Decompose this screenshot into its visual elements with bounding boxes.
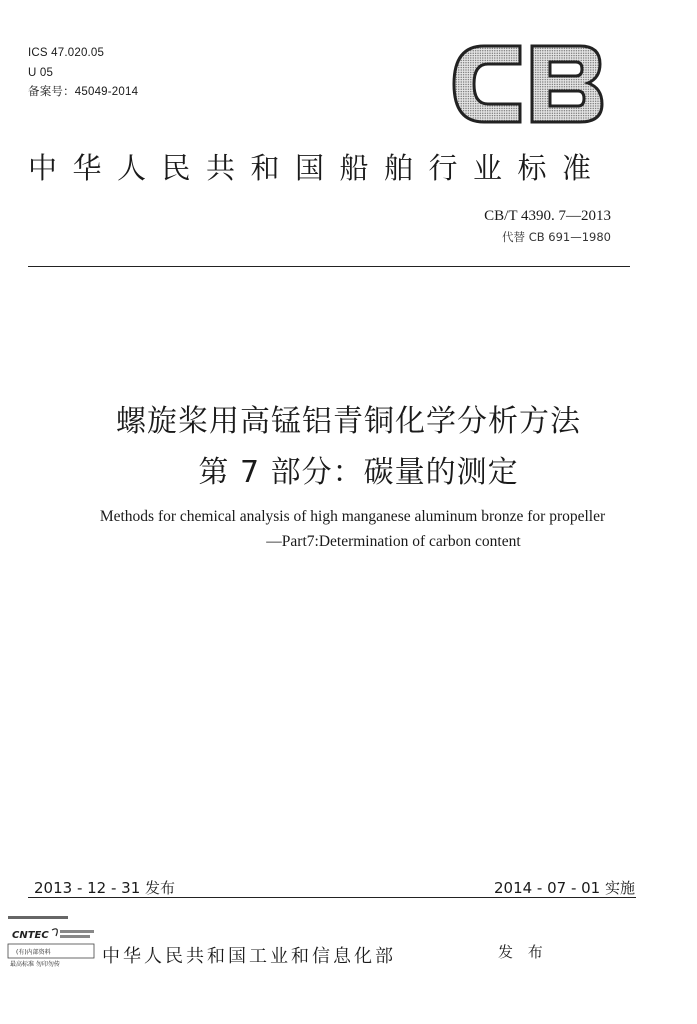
- cb-logo: [448, 40, 606, 128]
- issuing-authority: 中华人民共和国工业和信息化部: [102, 946, 396, 967]
- publish-label: 发 布: [498, 943, 548, 961]
- english-title-line1: Methods for chemical analysis of high manganese aluminum bronze for propeller: [99, 508, 606, 525]
- header-divider: [28, 266, 630, 267]
- record-number: 备案号：45049-2014: [28, 86, 139, 98]
- standard-category-title: 中华人民共和国船舶行业标准: [28, 151, 607, 185]
- standard-code: CB/T 4390. 7—2013: [484, 208, 611, 224]
- issue-date: 2013 - 12 - 31 发布: [34, 879, 176, 897]
- english-title-line2: —Part7:Determination of carbon content: [266, 533, 521, 550]
- chinese-title-line1: 螺旋桨用高锰铝青铜化学分析方法: [116, 404, 581, 439]
- distributor-stamp: [6, 914, 98, 970]
- ics-code: ICS 47.020.05: [28, 47, 105, 59]
- replaces-standard: 代替 CB 691—1980: [502, 230, 611, 244]
- stamp-line2: 最高标准 勿印勿传: [10, 961, 60, 968]
- chinese-title-line2: 第 7 部分：碳量的测定: [198, 455, 519, 490]
- footer-divider: [28, 897, 636, 898]
- stamp-line1: (有)内部资料: [16, 949, 51, 956]
- stamp-brand: CNTEC: [12, 930, 49, 941]
- effective-date: 2014 - 07 - 01 实施: [493, 879, 635, 897]
- class-code: U 05: [28, 67, 54, 79]
